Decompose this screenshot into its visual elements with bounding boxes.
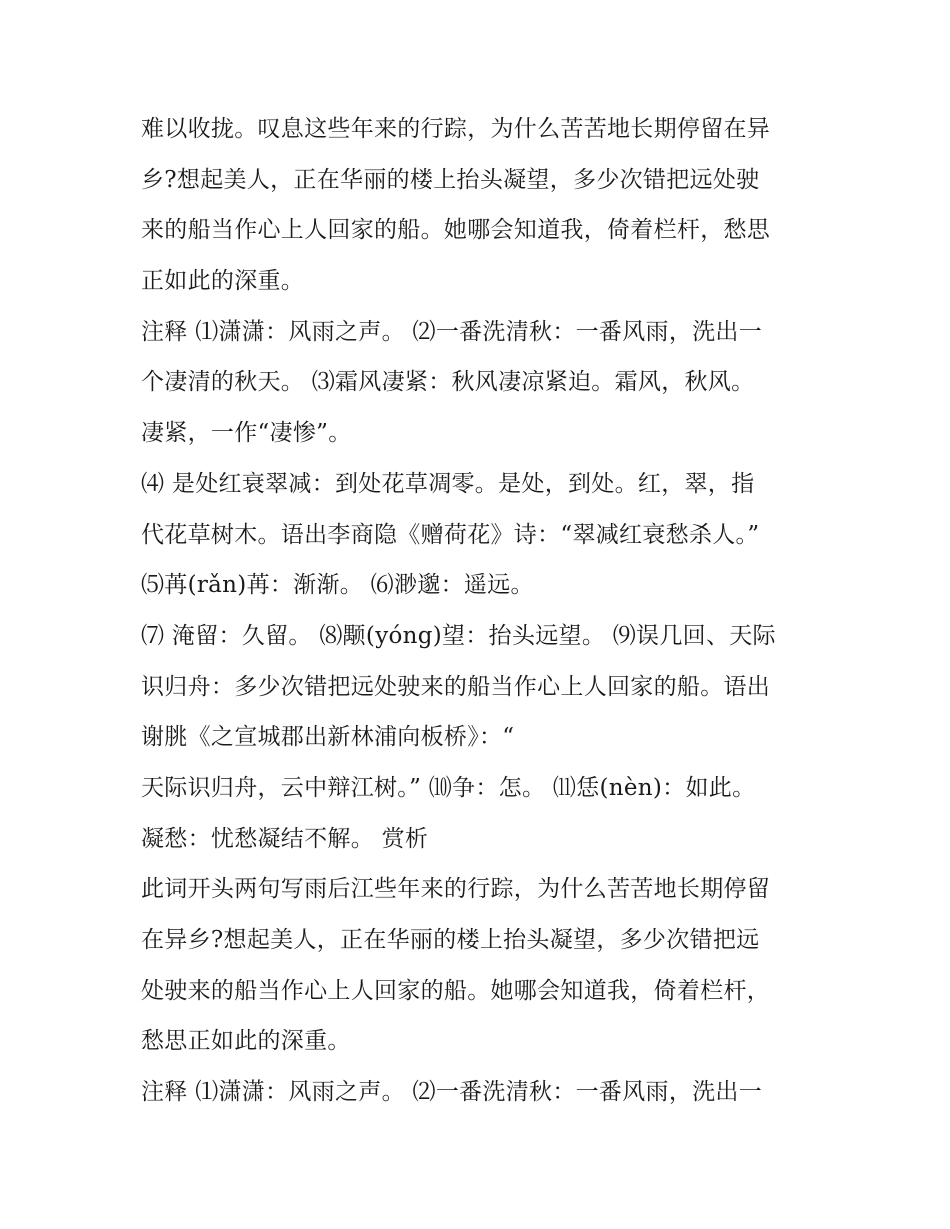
text-line: 愁思正如此的深重。 <box>141 1028 351 1055</box>
text-line: 正如此的深重。 <box>141 268 305 295</box>
text-line: 代花草树木。语出李商隐《赠荷花》诗：“翠减红衰愁杀人。” <box>141 521 760 548</box>
text-line: 处驶来的船当作心上人回家的船。她哪会知道我，倚着栏杆， <box>141 977 771 1004</box>
text-line: 谢朓《之宣城郡出新林浦向板桥》：“ <box>141 724 515 751</box>
text-line: 凝愁：忧愁凝结不解。 赏析 <box>141 825 429 852</box>
text-line: 个凄清的秋天。 ⑶霜风凄紧：秋风凄凉紧迫。霜风，秋风。 <box>141 369 755 396</box>
text-line: 难以收拢。叹息这些年来的行踪，为什么苦苦地长期停留在异 <box>141 116 771 142</box>
text-line: 凄紧，一作“凄惨”。 <box>141 420 352 447</box>
text-line: ⑺ 淹留：久留。 ⑻颙(yóng)望：抬头远望。 ⑼误几回、天际 <box>141 622 776 649</box>
document-page <box>141 104 821 1118</box>
text-line: 此词开头两句写雨后江些年来的行踪，为什么苦苦地长期停留 <box>141 876 771 903</box>
text-line: 注释 ⑴潇潇：风雨之声。 ⑵一番洗清秋：一番风雨，洗出一 <box>141 1079 763 1106</box>
text-line: ⑸苒(rǎn)苒：渐渐。 ⑹渺邈：遥远。 <box>141 572 534 599</box>
text-line: 注释 ⑴潇潇：风雨之声。 ⑵一番洗清秋：一番风雨，洗出一 <box>141 318 763 345</box>
text-line: ⑷ 是处红衰翠减：到处花草凋零。是处，到处。红，翠，指 <box>141 470 755 497</box>
text-line: 乡?想起美人，正在华丽的楼上抬头凝望，多少次错把远处驶 <box>141 166 760 193</box>
text-line: 来的船当作心上人回家的船。她哪会知道我，倚着栏杆，愁思 <box>141 217 771 244</box>
text-line: 识归舟：多少次错把远处驶来的船当作心上人回家的船。语出 <box>141 673 771 700</box>
text-line: 在异乡?想起美人，正在华丽的楼上抬头凝望，多少次错把远 <box>141 927 760 953</box>
text-line: 天际识归舟，云中辩江树。” ⑽争：怎。 ⑾恁(nèn)：如此。 <box>141 774 756 801</box>
